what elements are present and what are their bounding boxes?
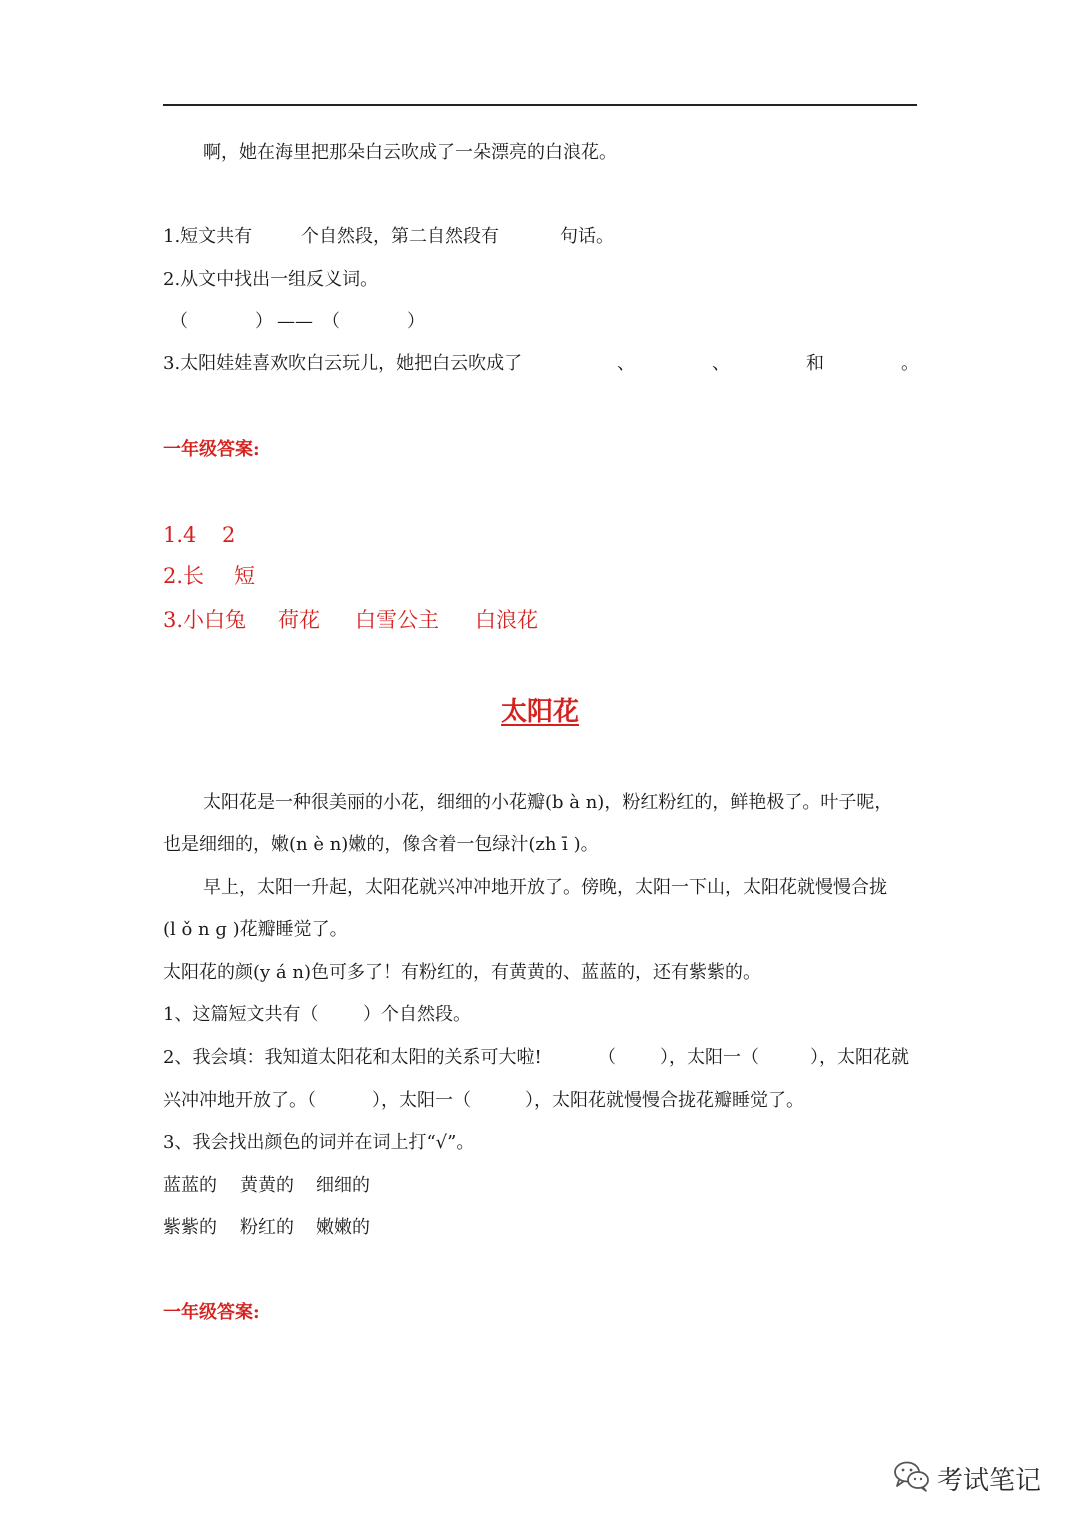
word-item: 细细的: [316, 1175, 370, 1196]
question-2: 2.从文中找出一组反义词。: [163, 269, 379, 290]
passage-line: 太阳花的颜(y á n)色可多了！有粉红的，有黄黄的、蓝蓝的，还有紫紫的。: [163, 962, 761, 983]
watermark-text: 考试笔记: [937, 1465, 1042, 1496]
top-rule: [163, 104, 917, 106]
question-3: 3、我会找出颜色的词并在词上打“√”。: [163, 1132, 475, 1153]
passage-line: (l ǒ n ɡ )花瓣睡觉了。: [163, 919, 348, 940]
answer-heading: 一年级答案:: [163, 1302, 260, 1323]
word-item: 黄黄的: [240, 1175, 294, 1196]
answer-heading: 一年级答案:: [163, 439, 260, 460]
passage-line: 也是细细的，嫩(n è n)嫩的，像含着一包绿汁(zh ī )。: [163, 834, 599, 855]
word-item: 嫩嫩的: [316, 1217, 370, 1238]
wechat-icon: [893, 1460, 931, 1496]
watermark: [893, 1458, 1041, 1498]
word-item: 蓝蓝的: [163, 1175, 217, 1196]
passage-line: 早上，太阳一升起，太阳花就兴冲冲地开放了。傍晚，太阳一下山，太阳花就慢慢合拢: [203, 877, 887, 898]
word-item: 紫紫的: [163, 1217, 217, 1238]
passage-ending: 啊，她在海里把那朵白云吹成了一朵漂亮的白浪花。: [203, 142, 617, 163]
passage-line: 太阳花是一种很美丽的小花，细细的小花瓣(b à n)，粉红粉红的，鲜艳极了。叶子呢，: [203, 792, 893, 813]
word-item: 粉红的: [240, 1217, 294, 1238]
passage-title: 太阳花: [500, 697, 579, 727]
